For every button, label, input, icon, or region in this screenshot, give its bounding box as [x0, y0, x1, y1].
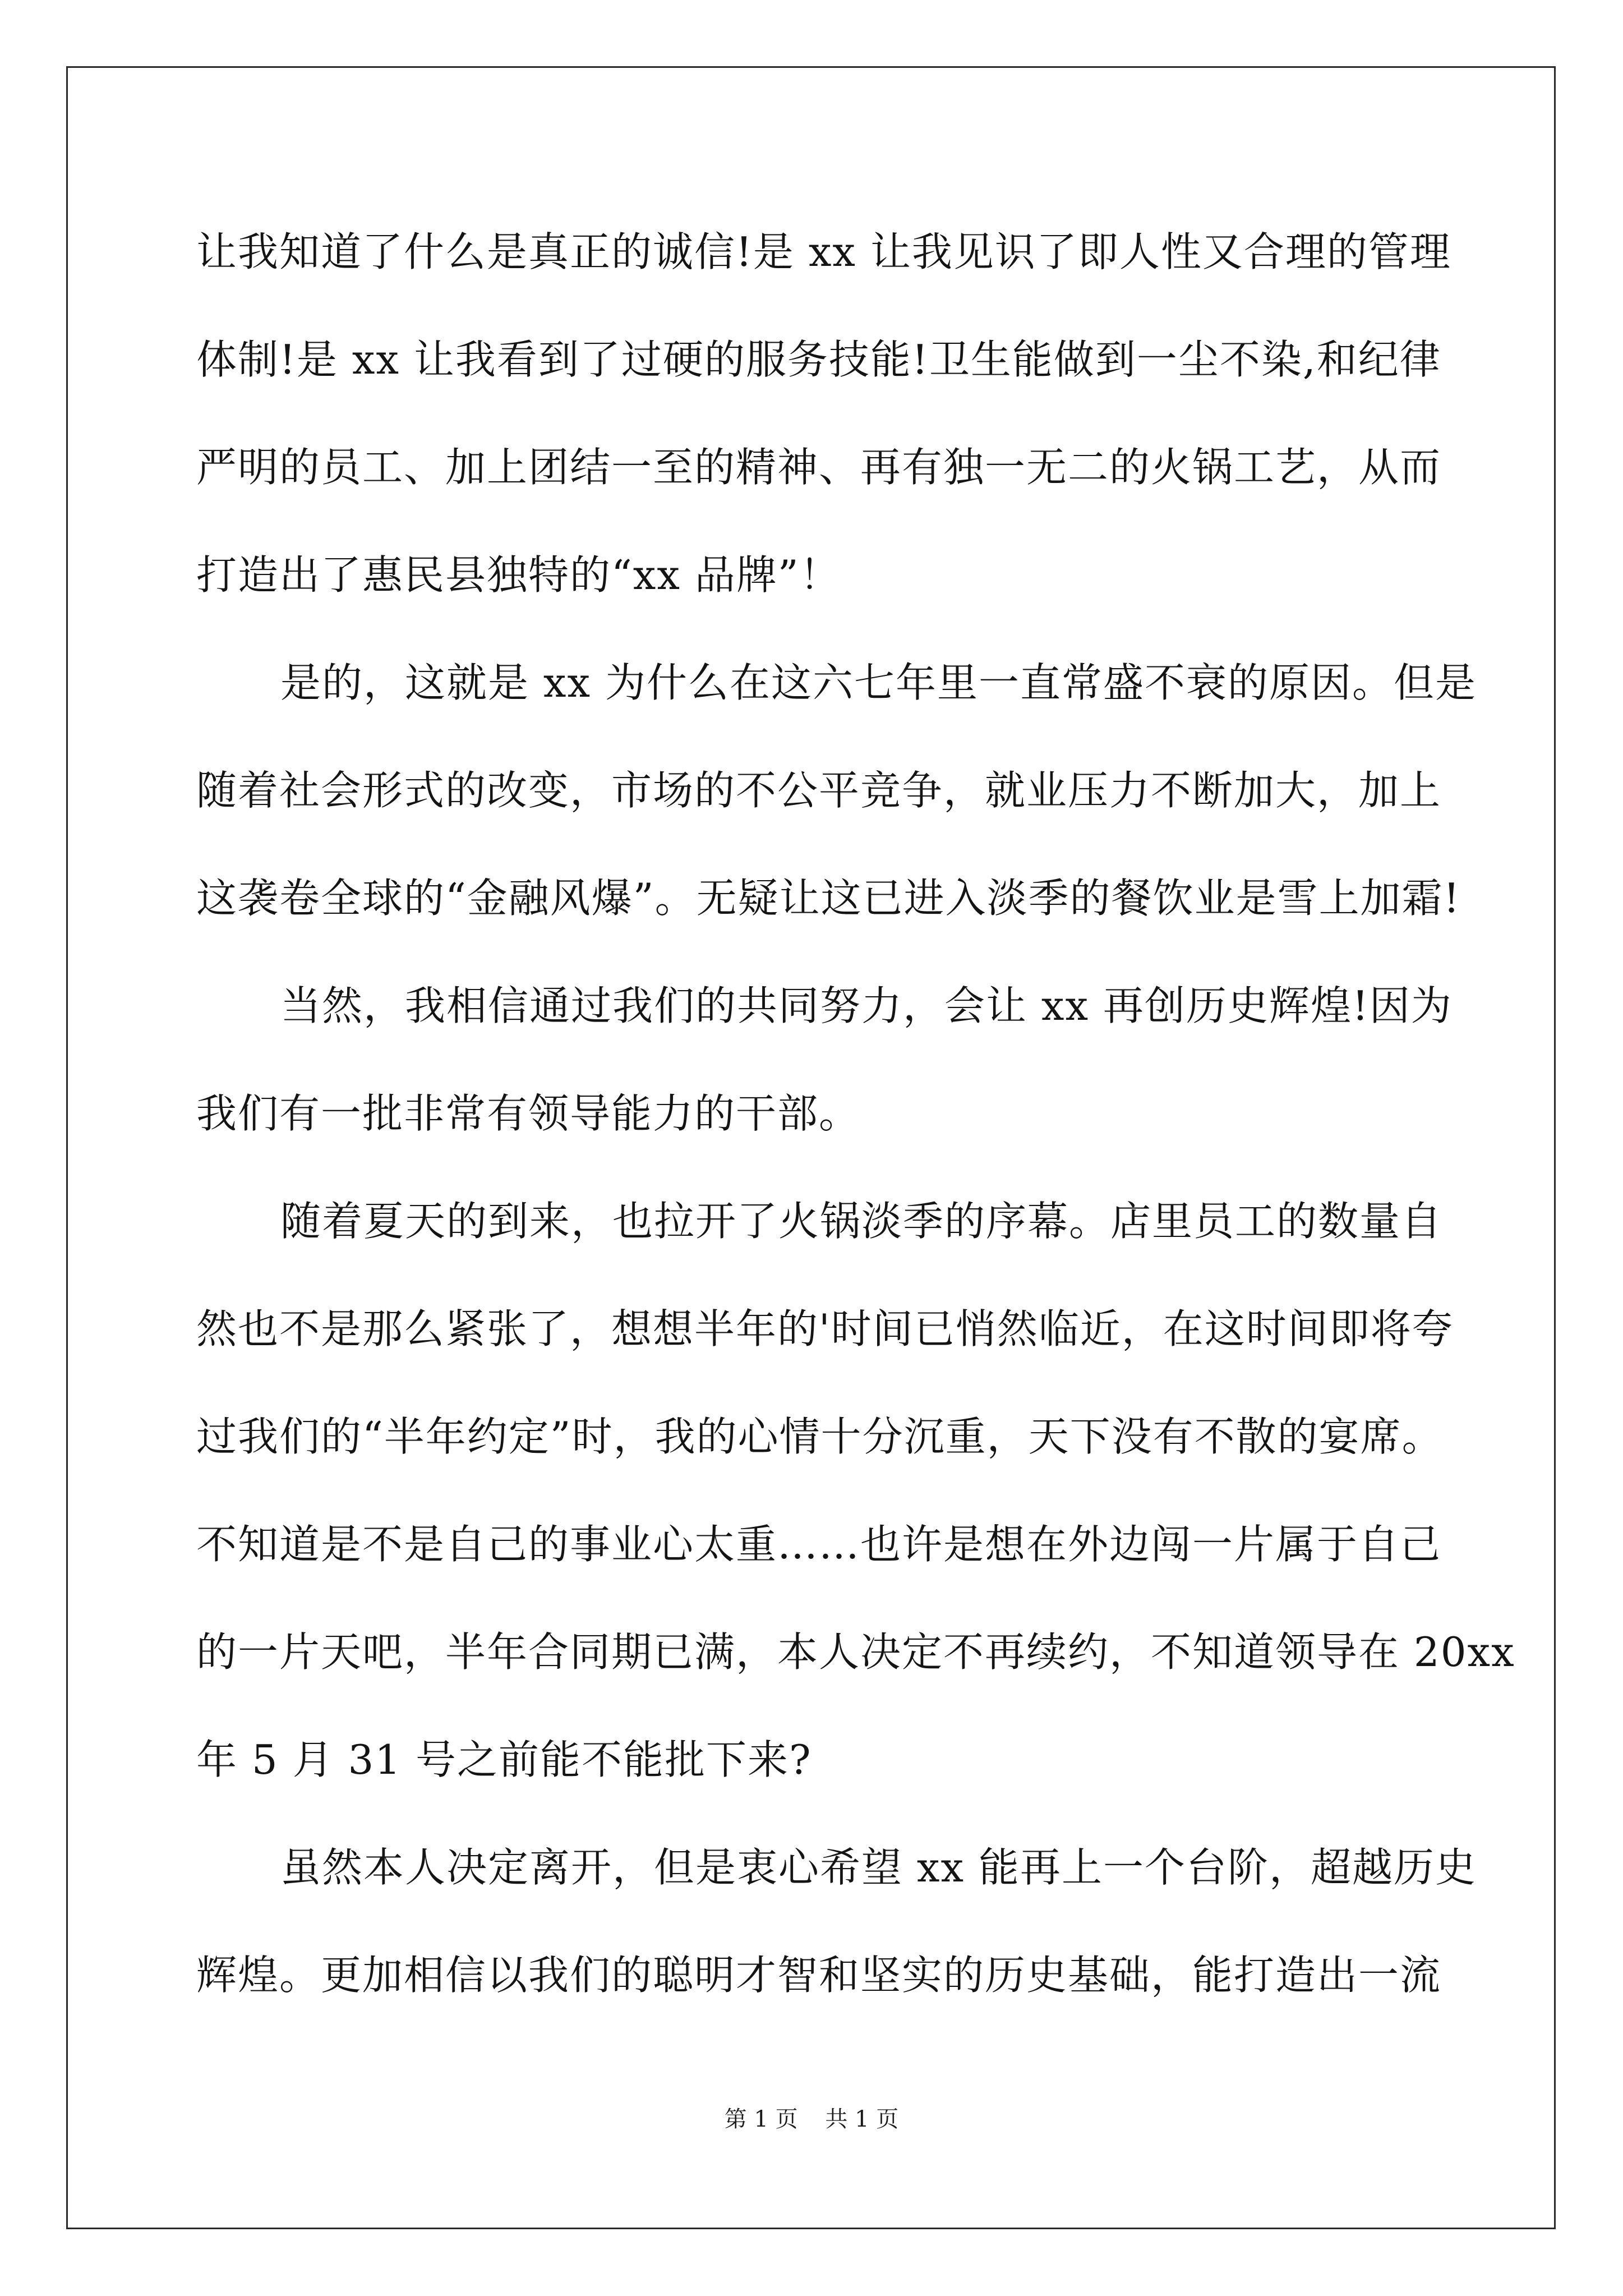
text-line: 打造出了惠民县独特的“xx 品牌”！ — [196, 551, 841, 599]
text-line: 年 5 月 31 号之前能不能批下来? — [196, 1736, 812, 1783]
page-number: 第 1 页 — [724, 2106, 798, 2132]
text-line: 让我知道了什么是真正的诚信!是 xx 让我见识了即人性又合理的管理 — [196, 228, 1451, 275]
paragraph-first-line: 是的，这就是 xx 为什么在这六七年里一直常盛不衰的原因。但是 — [280, 659, 1477, 706]
paragraph-first-line: 随着夏天的到来，也拉开了火锅淡季的序幕。店里员工的数量自 — [280, 1198, 1443, 1245]
text-line: 的一片天吧，半年合同期已满，本人决定不再续约，不知道领导在 20xx — [196, 1628, 1515, 1676]
text-line: 过我们的“半年约定”时，我的心情十分沉重，天下没有不散的宴席。 — [196, 1413, 1444, 1460]
text-line: 严明的员工、加上团结一至的精神、再有独一无二的火锅工艺，从而 — [196, 444, 1442, 491]
document-body — [196, 210, 1515, 2041]
text-line: 辉煌。更加相信以我们的聪明才智和坚实的历史基础，能打造出一流 — [196, 1952, 1442, 1999]
text-line: 不知道是不是自己的事业心太重……也许是想在外边闯一片属于自己 — [196, 1521, 1442, 1568]
page-total: 共 1 页 — [825, 2106, 899, 2132]
page-footer — [0, 2102, 1623, 2136]
text-line: 随着社会形式的改变，市场的不公平竞争，就业压力不断加大，加上 — [196, 767, 1442, 814]
text-line: 这袭卷全球的“金融风爆”。无疑让这已进入淡季的餐饮业是雪上加霜! — [196, 875, 1461, 922]
paragraph-first-line: 当然，我相信通过我们的共同努力，会让 xx 再创历史辉煌!因为 — [280, 982, 1453, 1029]
text-line: 我们有一批非常有领导能力的干部。 — [196, 1090, 861, 1137]
text-line: 然也不是那么紧张了，想想半年的'时间已悄然临近，在这时间即将夸 — [196, 1305, 1454, 1352]
text-line: 体制!是 xx 让我看到了过硬的服务技能!卫生能做到一尘不染,和纪律 — [196, 336, 1441, 383]
paragraph-first-line: 虽然本人决定离开，但是衷心希望 xx 能再上一个台阶，超越历史 — [280, 1844, 1477, 1891]
